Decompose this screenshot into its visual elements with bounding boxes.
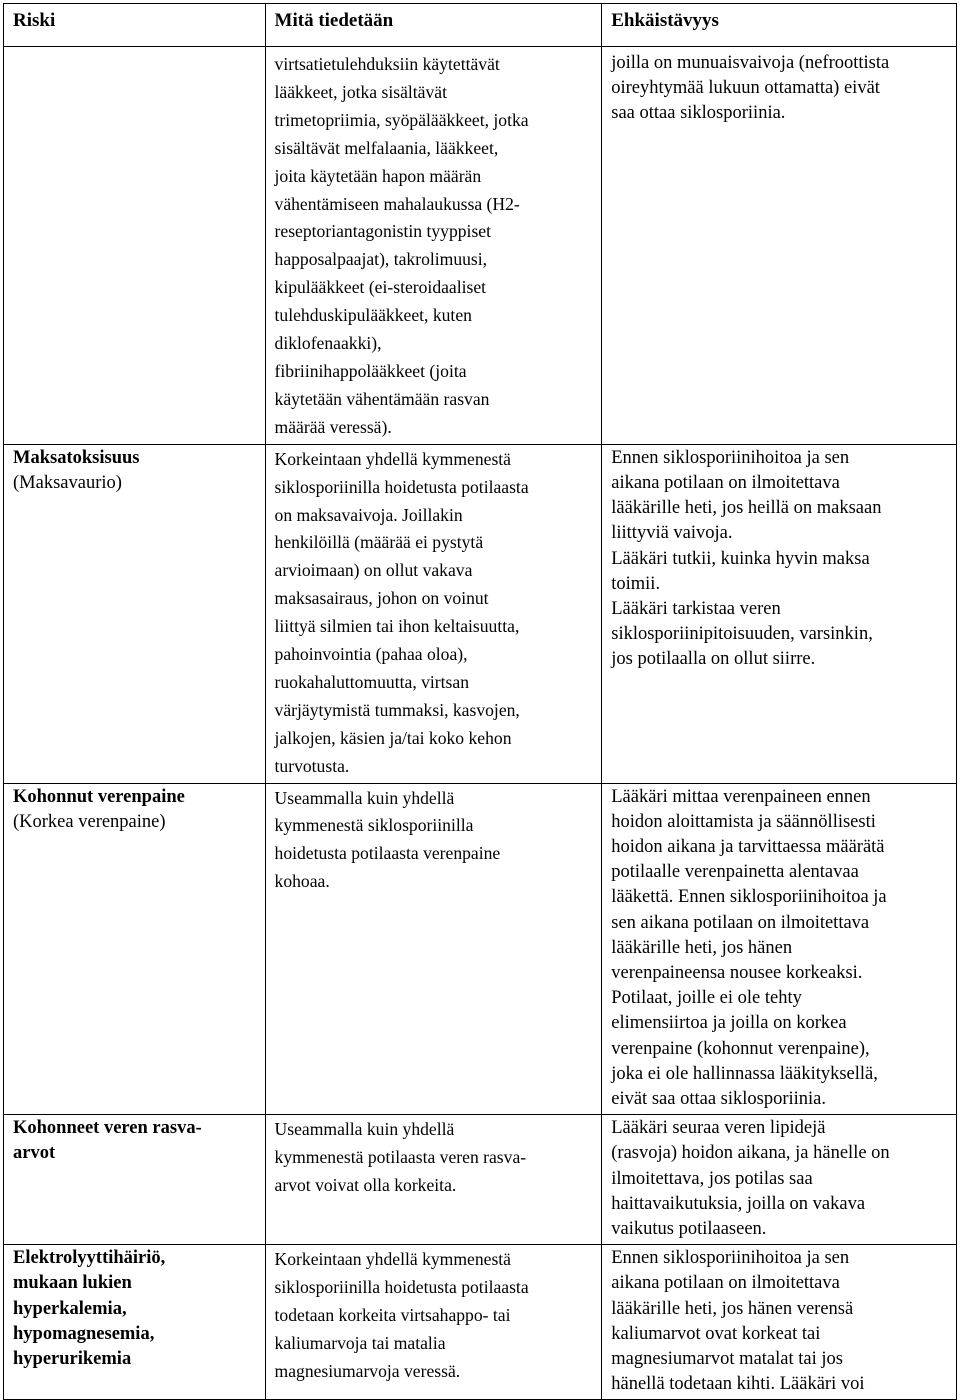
risk-cell — [4, 47, 266, 445]
risk-table — [3, 3, 957, 1400]
known-cell — [265, 1115, 602, 1245]
prevention-cell — [602, 1245, 957, 1400]
known-text: Useammalla kuin yhdellä kymmenestä siklosporiinilla hoidetusta potilaasta verenpaine kohoaa. — [274, 787, 501, 892]
header-prevention: Ehkäistävyys — [602, 4, 957, 47]
table-row — [4, 1245, 957, 1400]
risk-name: Maksatoksisuus — [13, 447, 140, 468]
table-row — [4, 444, 957, 783]
prevention-cell — [602, 444, 957, 783]
known-text: Korkeintaan yhdellä kymmenestä siklosporiinilla hoidetusta potilaasta on maksavaivoja. Joillakin henkilöillä (määrää ei pystytä arvioimaan) on ollut vakava maksasairaus, johon on voinut liittyä silmien tai ihon keltaisuutta, pahoinvointia (pahaa oloa), ruokahaluttomuutta, virtsan värjäytymistä tummaksi, kasvojen, jalkojen, käsien ja/tai koko kehon turvotusta. — [274, 448, 529, 776]
known-cell — [265, 1245, 602, 1400]
prevention-cell — [602, 783, 957, 1115]
known-text: Useammalla kuin yhdellä kymmenestä potilaasta veren rasva- arvot voivat olla korkeita. — [274, 1119, 527, 1196]
known-cell — [265, 444, 602, 783]
risk-cell — [4, 1115, 266, 1245]
known-cell — [265, 47, 602, 445]
risk-subtitle: (Maksavaurio) — [13, 472, 122, 493]
header-known: Mitä tiedetään — [265, 4, 602, 47]
risk-cell — [4, 1245, 266, 1400]
prevention-text: Lääkäri seuraa veren lipidejä (rasvoja) hoidon aikana, ja hänelle on ilmoitettava, jos potilas saa haittavaikutuksia, joilla on vakava vaikutus potilaaseen. — [611, 1118, 890, 1240]
prevention-text: Lääkäri mittaa verenpaineen ennen hoidon aloittamista ja säännöllisesti hoidon aikana ja tarvittaessa määrätä potilaalle verenpainetta alentavaa lääkettä. Ennen siklosporiinihoitoa ja sen aikana potilaan on ilmoitettava lääkärille heti, jos hänen verenpaineensa nousee korkeaksi. Potilaat, joille ei ole tehty elimensiirtoa ja joilla on korkea verenpaine (kohonnut verenpaine), joka ei ole hallinnassa lääkityksellä, eivät saa ottaa siklosporiinia. — [611, 786, 887, 1109]
table-row — [4, 47, 957, 445]
risk-name: Kohonnut verenpaine — [13, 786, 185, 807]
prevention-text: joilla on munuaisvaivoja (nefroottista oireyhtymää lukuun ottamatta) eivät saa ottaa siklosporiinia. — [611, 53, 890, 124]
risk-cell — [4, 783, 266, 1115]
known-cell — [265, 783, 602, 1115]
risk-cell — [4, 444, 266, 783]
table-row — [4, 783, 957, 1115]
known-text: Korkeintaan yhdellä kymmenestä siklosporiinilla hoidetusta potilaasta todetaan korkeita virtsahappo- tai kaliumarvoja tai matalia magnesiumarvoja veressä. — [274, 1249, 529, 1381]
table-row — [4, 1115, 957, 1245]
risk-name: Elektrolyyttihäiriö, mukaan lukien hyperkalemia, hypomagnesemia, hyperurikemia — [13, 1248, 166, 1370]
risk-subtitle: (Korkea verenpaine) — [13, 811, 166, 832]
risk-name: Kohonneet veren rasva- arvot — [13, 1118, 202, 1164]
prevention-text: Ennen siklosporiinihoitoa ja sen aikana potilaan on ilmoitettava lääkärille heti, jos hänen verensä kaliumarvot ovat korkeat tai magnesiumarvot matalat tai jos hänellä todetaan kihti. Lääkäri voi — [611, 1248, 865, 1395]
known-text: virtsatietulehduksiin käytettävät lääkkeet, jotka sisältävät trimetopriimia, syöpälääkkeet, jotka sisältävät melfalaania, lääkkeet, joita käytetään hapon määrän vähentämiseen mahalaukussa (H2- reseptoriantagonistin tyyppiset happosalpaajat), takrolimuusi, kipulääkkeet (ei-steroidaaliset tulehduskipulääkkeet, kuten diklofenaakki), fibriinihappolääkkeet (joita käytetään vähentämään rasvan määrää veressä). — [274, 54, 529, 437]
prevention-cell — [602, 1115, 957, 1245]
prevention-cell — [602, 47, 957, 445]
prevention-text: Ennen siklosporiinihoitoa ja sen aikana potilaan on ilmoitettava lääkärille heti, jos heillä on maksaan liittyviä vaivoja. Lääkäri tutkii, kuinka hyvin maksa toimii. Lääkäri tarkistaa veren siklosporiinipitoisuuden, varsinkin, jos potilaalla on ollut siirre. — [611, 447, 882, 670]
header-risk: Riski — [4, 4, 266, 47]
header-row — [4, 4, 957, 47]
